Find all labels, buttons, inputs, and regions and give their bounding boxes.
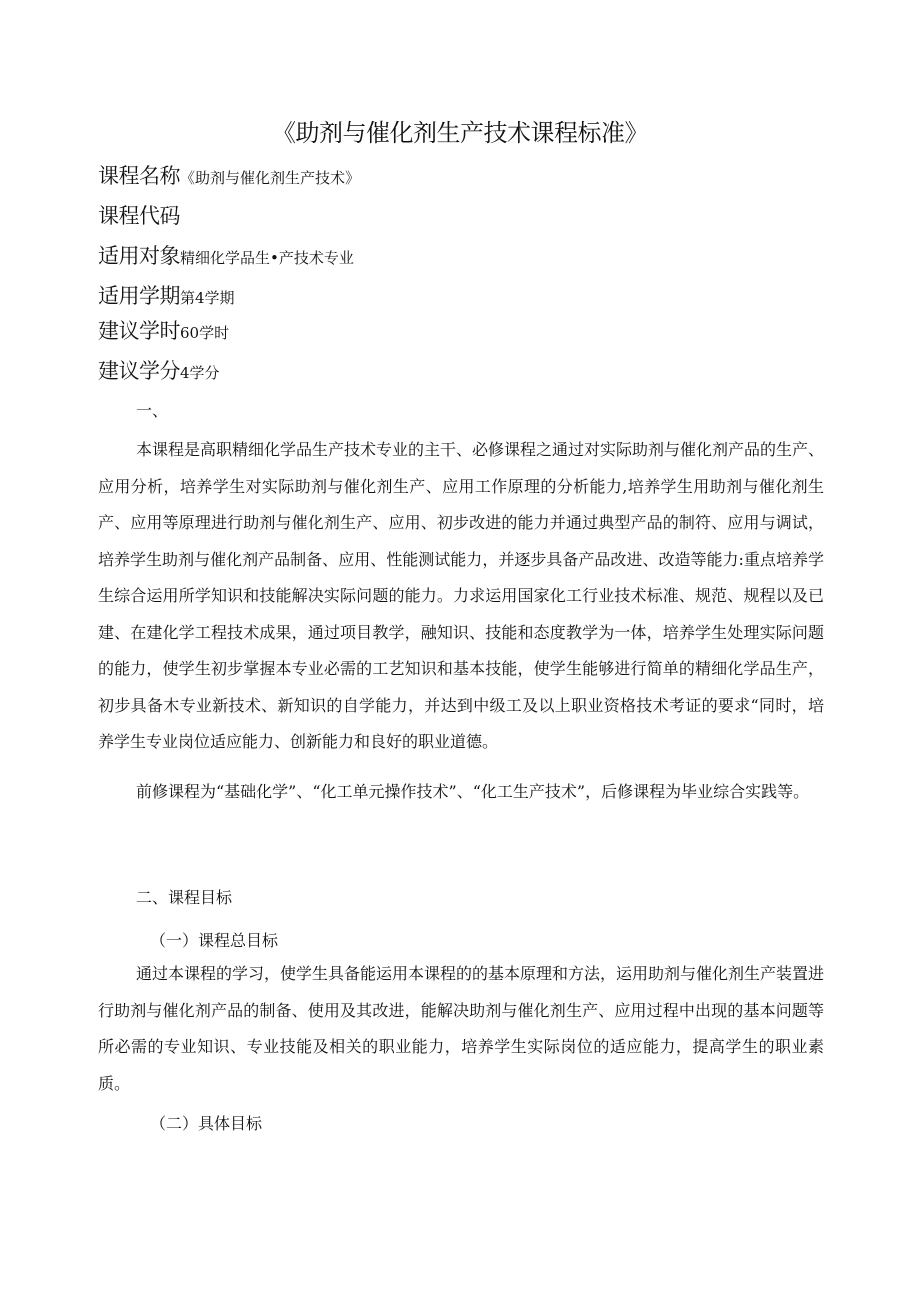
meta-course-code	[98, 200, 180, 230]
meta-hours	[98, 315, 229, 345]
meta-value: 精细化学品生•产技术专业	[180, 249, 354, 267]
meta-course-name	[98, 160, 360, 190]
meta-label: 建议学分	[98, 359, 180, 383]
meta-label: 课程名称	[98, 164, 180, 188]
section-2-heading: 二、课程目标	[136, 888, 233, 907]
meta-value: 第4学期	[180, 289, 235, 307]
meta-credits	[98, 355, 220, 385]
section-2-sub-1-heading: （一）课程总目标	[150, 931, 279, 950]
meta-value: 60学时	[180, 324, 230, 342]
meta-label: 适用对象	[98, 244, 180, 268]
section-2-sub-1-paragraph: 通过本课程的学习，使学生具备能运用本课程的的基本原理和方法，运用助剂与催化剂生产装置进行助剂与催化剂产品的制备、使用及其改进，能解决助剂与催化剂生产、应用过程中出现的基本问题等所必需的专业知识、专业技能及相关的职业能力，培养学生实际岗位的适应能力，提高学生的职业素质。	[98, 964, 825, 1093]
section-1-heading: 一、	[136, 401, 169, 420]
section-1-paragraph-1: 本课程是高职精细化学品生产技术专业的主干、必修课程之通过对实际助剂与催化剂产品的生产、应用分析，培养学生对实际助剂与催化剂生产、应用工作原理的分析能力,培养学生用助剂与催化剂生产、应用等原理进行助剂与催化剂生产、应用、初步改进的能力并通过典型产品的制符、应用与调试，培养学生助剂与催化剂产品制备、应用、性能测试能力，并逐步具备产品改进、改造等能力:重点培养学生综合运用所学知识和技能解决实际问题的能力。力求运用国家化工行业技术标准、规范、规程以及已建、在建化学工程技术成果，通过项目教学，融知识、技能和态度教学为一体，培养学生处理实际问题的能力，使学生初步掌握本专业必需的工艺知识和基本技能，使学生能够进行简单的精细化学品生产，初步具备木专业新技术、新知识的自学能力，并达到中级工及以上职业资格技术考证的要求“同时，培养学生专业岗位适应能力、创新能力和良好的职业道德。	[98, 440, 825, 751]
meta-label: 适用学期	[98, 284, 180, 308]
section-1-paragraph-2: 前修课程为“基础化学”、“化工单元操作技术”、“化工生产技术”，后修课程为毕业综合实践等。	[136, 782, 810, 801]
meta-semester	[98, 280, 235, 310]
meta-value: 4学分	[180, 364, 220, 382]
meta-label: 课程代码	[98, 204, 180, 228]
meta-label: 建议学时	[98, 319, 180, 343]
section-2-sub-2-heading: （二）具体目标	[150, 1114, 263, 1133]
meta-target-audience	[98, 240, 354, 270]
document-title: 《助剂与催化剂生产技术课程标准》	[272, 119, 648, 147]
meta-value: 《助剂与催化剂生产技术》	[180, 169, 361, 187]
